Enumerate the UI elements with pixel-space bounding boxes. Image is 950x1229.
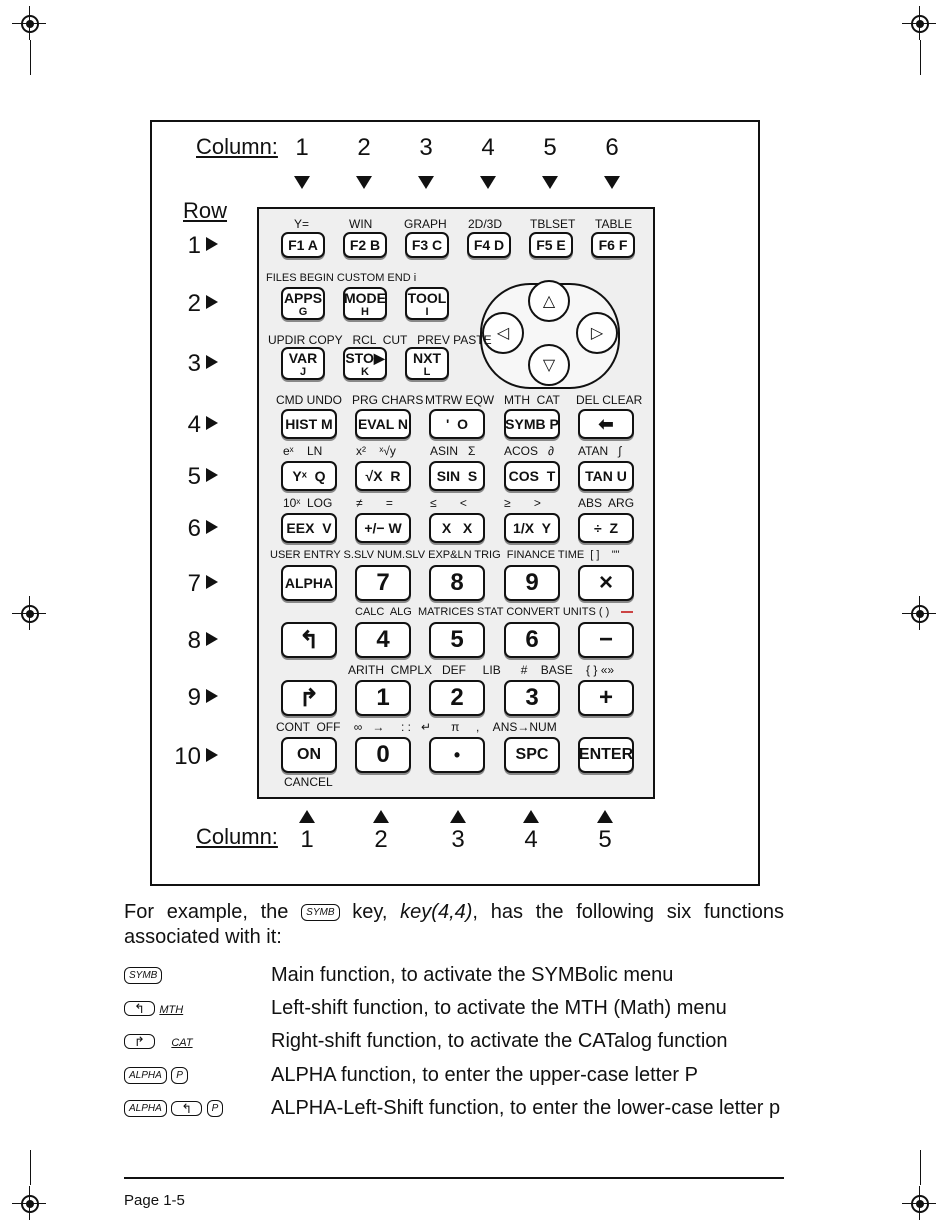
column-label-bottom: Column: (196, 824, 278, 849)
key-on[interactable]: ON (281, 737, 337, 773)
row-label: Row (183, 198, 228, 223)
function-description: ALPHA-Left-Shift function, to enter the lower-case letter p (271, 1097, 781, 1119)
key-label: TOOL (407, 290, 447, 306)
key-symb[interactable]: SYMB P (504, 409, 560, 439)
key-label: STO▶ (345, 350, 385, 366)
shift-label: CALC ALG MATRICES STAT CONVERT UNITS ( ) (355, 606, 610, 618)
column-number: 4 (481, 134, 495, 161)
key-f6[interactable]: F6 F (591, 232, 635, 258)
shift-label: DEL CLEAR (576, 393, 643, 407)
column-number: 5 (543, 134, 557, 161)
key-right-shift[interactable]: ↱ (281, 680, 337, 716)
registration-mark-bottom-left (16, 1190, 44, 1218)
registration-mark-top-right (906, 10, 934, 38)
key-label: VAR (288, 350, 318, 366)
key-sqrt[interactable]: √X R (355, 461, 411, 491)
column-arrow-up (450, 810, 466, 823)
intro-text: For example, the (124, 901, 289, 923)
key-eval[interactable]: EVAL N (355, 409, 411, 439)
alpha-key-icon: ALPHA (124, 1100, 167, 1117)
registration-mark-mid-left (16, 600, 44, 628)
key-letter: K (361, 366, 369, 378)
key-x[interactable]: X X (429, 513, 485, 543)
key-negate[interactable]: +/− W (355, 513, 411, 543)
shift-label: PRG CHARS (352, 393, 424, 407)
row-arrow-right (206, 237, 218, 251)
row-arrow-right (206, 468, 218, 482)
function-keys-row (124, 1033, 193, 1051)
shift-label: CONT OFF ∞ → : : ↵ π , ANS→NUM (276, 720, 557, 734)
row-number: 10 (174, 743, 201, 770)
shift-label: FILES BEGIN CUSTOM END i (266, 272, 417, 284)
shift-label: ≥ > (504, 496, 541, 510)
row-arrow-right (206, 520, 218, 534)
key-letter: G (298, 306, 308, 318)
key-reference: key(4,4) (400, 901, 473, 923)
key-label: APPS (283, 290, 323, 306)
row-arrow-right (206, 632, 218, 646)
row-arrow-right (206, 748, 218, 762)
shift-label: GRAPH (404, 217, 447, 231)
shift-label: CANCEL (284, 775, 333, 789)
key-label: NXT (413, 350, 441, 366)
alpha-key-icon: ALPHA (124, 1067, 167, 1084)
registration-mark-top-left (16, 10, 44, 38)
key-cos[interactable]: COS T (504, 461, 560, 491)
column-arrow-down (418, 176, 434, 189)
key-decimal[interactable]: • (429, 737, 485, 773)
left-shift-key-icon: ↰ (171, 1101, 202, 1116)
column-number: 1 (300, 826, 314, 853)
function-description: Left-shift function, to activate the MTH (Math) menu (271, 997, 727, 1019)
shift-label: ≠ = (356, 496, 393, 510)
registration-mark-bottom-right (906, 1190, 934, 1218)
shift-label: CMD UNDO (276, 393, 342, 407)
trim-line (30, 40, 31, 75)
arrow-up-button[interactable]: △ (528, 280, 570, 322)
column-number: 2 (357, 134, 371, 161)
row-arrow-right (206, 416, 218, 430)
shift-label: Y= (294, 217, 310, 231)
shift-label: ≤ < (430, 496, 467, 510)
key-f1[interactable]: F1 A (281, 232, 325, 258)
function-description: Right-shift function, to activate the CATalog function (271, 1030, 728, 1052)
mth-label: MTH (159, 1004, 184, 1016)
trim-line (920, 1150, 921, 1185)
key-reciprocal[interactable]: 1/X Y (504, 513, 560, 543)
shift-label: MTRW EQW (425, 393, 495, 407)
registration-mark-mid-right (906, 600, 934, 628)
row-number: 4 (187, 411, 201, 438)
shift-label: MTH CAT (504, 393, 560, 407)
column-arrow-down (294, 176, 310, 189)
row-number: 9 (187, 684, 201, 711)
row-arrow-right (206, 355, 218, 369)
shift-label: 10ˣ LOG (283, 496, 333, 510)
intro-text: key, (352, 901, 388, 923)
key-1[interactable]: 1 (355, 680, 411, 716)
trim-line (920, 40, 921, 75)
intro-text: , has the following six functions associated with it: (124, 901, 784, 948)
shift-label: TABLE (595, 217, 633, 231)
row-number: 3 (187, 350, 201, 377)
column-arrow-down (542, 176, 558, 189)
key-6[interactable]: 6 (504, 622, 560, 658)
shift-label: ACOS ∂ (504, 444, 554, 458)
shift-label: eˣ LN (283, 444, 323, 458)
column-number: 6 (605, 134, 619, 161)
shift-label: 2D/3D (468, 217, 503, 231)
function-description: Main function, to activate the SYMBolic menu (271, 964, 674, 986)
symb-key-icon: SYMB (301, 904, 339, 921)
footer-rule (124, 1177, 784, 1179)
row-number: 6 (187, 515, 201, 542)
key-7[interactable]: 7 (355, 565, 411, 601)
shift-label: ABS ARG (578, 496, 635, 510)
trim-line (30, 1150, 31, 1185)
key-f4[interactable]: F4 D (467, 232, 511, 258)
key-sto[interactable] (343, 347, 387, 380)
key-left-shift[interactable]: ↰ (281, 622, 337, 658)
key-9[interactable]: 9 (504, 565, 560, 601)
function-description: ALPHA function, to enter the upper-case letter P (271, 1064, 698, 1086)
shift-label: WIN (349, 217, 373, 231)
key-multiply[interactable]: × (578, 565, 634, 601)
left-shift-key-icon: ↰ (124, 1001, 155, 1016)
function-keys-row (124, 967, 162, 985)
key-quote[interactable]: ' O (429, 409, 485, 439)
key-3[interactable]: 3 (504, 680, 560, 716)
shift-label: x² ˣ√y (356, 444, 396, 458)
key-alpha[interactable]: ALPHA (281, 565, 337, 601)
shift-label: USER ENTRY S.SLV NUM.SLV EXP&LN TRIG FINANCE TIME [ ] "" (270, 549, 620, 561)
row-number: 1 (187, 232, 201, 259)
arrow-left-button[interactable]: ◁ (482, 312, 524, 354)
key-minus[interactable]: − (578, 622, 634, 658)
key-5[interactable]: 5 (429, 622, 485, 658)
key-tool[interactable] (405, 287, 449, 320)
key-letter: J (299, 366, 307, 378)
column-arrow-up (299, 810, 315, 823)
shift-label: UPDIR COPY RCL CUT PREV PASTE (268, 333, 492, 347)
key-plus[interactable]: + (578, 680, 634, 716)
function-keys-row (124, 1100, 223, 1118)
arrow-down-button[interactable]: ▽ (528, 344, 570, 386)
red-dash (621, 611, 633, 613)
page-number: Page 1-5 (124, 1192, 185, 1209)
key-f3[interactable]: F3 C (405, 232, 449, 258)
key-backspace[interactable]: ⬅ (578, 409, 634, 439)
key-divide[interactable]: ÷ Z (578, 513, 634, 543)
key-letter: I (425, 306, 429, 318)
key-0[interactable]: 0 (355, 737, 411, 773)
column-arrow-down (356, 176, 372, 189)
column-arrow-down (604, 176, 620, 189)
key-letter: H (361, 306, 369, 318)
shift-label: ARITH CMPLX DEF LIB # BASE { } «» (348, 663, 615, 677)
key-power[interactable]: Yˣ Q (281, 461, 337, 491)
key-2[interactable]: 2 (429, 680, 485, 716)
function-keys-row (124, 1067, 188, 1085)
cat-label: CAT (171, 1037, 193, 1049)
intro-paragraph (124, 900, 784, 950)
key-sin[interactable]: SIN S (429, 461, 485, 491)
column-number: 2 (374, 826, 388, 853)
symb-key-icon: SYMB (124, 967, 162, 984)
column-arrow-up (597, 810, 613, 823)
shift-label: ATAN ∫ (578, 444, 622, 458)
key-apps[interactable] (281, 287, 325, 320)
column-number: 3 (419, 134, 433, 161)
column-arrow-up (373, 810, 389, 823)
column-number: 3 (451, 826, 465, 853)
column-number: 5 (598, 826, 612, 853)
right-shift-key-icon: ↱ (124, 1034, 155, 1049)
key-letter: L (423, 366, 431, 378)
key-f2[interactable]: F2 B (343, 232, 387, 258)
key-space[interactable]: SPC (504, 737, 560, 773)
key-hist[interactable]: HIST M (281, 409, 337, 439)
p-key-icon: P (207, 1100, 224, 1117)
shift-label: ASIN Σ (430, 444, 476, 458)
row-number: 2 (187, 290, 201, 317)
row-number: 7 (187, 570, 201, 597)
column-number: 4 (524, 826, 538, 853)
row-number: 8 (187, 627, 201, 654)
key-var[interactable] (281, 347, 325, 380)
column-arrow-down (480, 176, 496, 189)
shift-label: TBLSET (530, 217, 576, 231)
key-enter[interactable]: ENTER (578, 737, 634, 773)
row-arrow-right (206, 575, 218, 589)
key-nxt[interactable] (405, 347, 449, 380)
function-keys-row (124, 1000, 183, 1018)
key-label: MODE (344, 290, 386, 306)
p-key-icon: P (171, 1067, 188, 1084)
key-eex[interactable]: EEX V (281, 513, 337, 543)
row-arrow-right (206, 295, 218, 309)
column-number: 1 (295, 134, 309, 161)
key-f5[interactable]: F5 E (529, 232, 573, 258)
row-number: 5 (187, 463, 201, 490)
key-mode[interactable] (343, 287, 387, 320)
column-arrow-up (523, 810, 539, 823)
column-label-top: Column: (196, 134, 278, 159)
key-tan[interactable]: TAN U (578, 461, 634, 491)
key-4[interactable]: 4 (355, 622, 411, 658)
arrow-right-button[interactable]: ▷ (576, 312, 618, 354)
key-8[interactable]: 8 (429, 565, 485, 601)
row-arrow-right (206, 689, 218, 703)
